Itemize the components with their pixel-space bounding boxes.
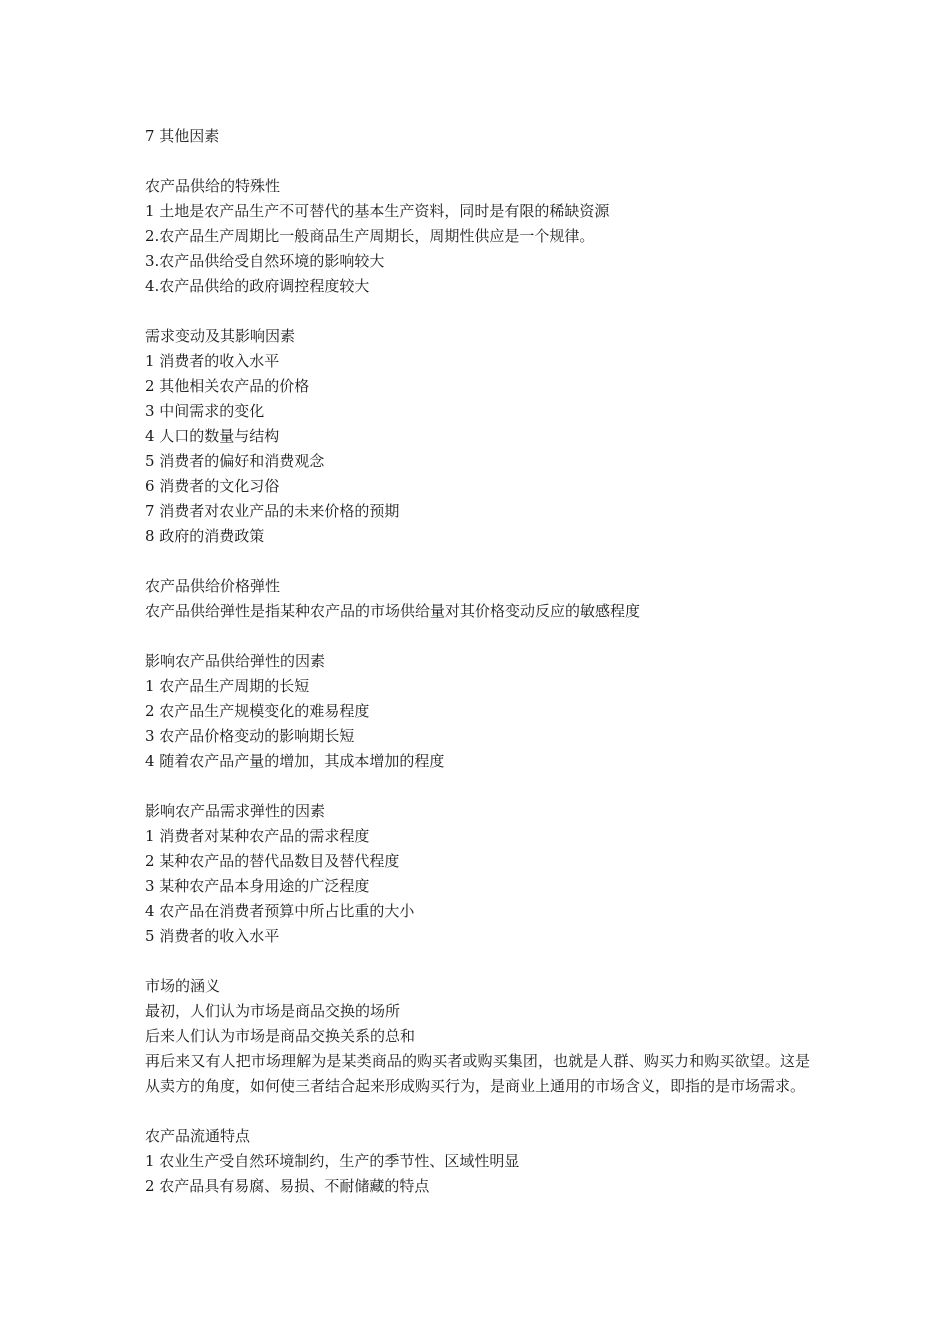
- list-item: 4.农产品供给的政府调控程度较大: [145, 277, 370, 295]
- list-item: 1 消费者的收入水平: [145, 352, 280, 370]
- spacer: [145, 774, 810, 799]
- list-item: 3 某种农产品本身用途的广泛程度: [145, 877, 370, 895]
- list-item: 2.农产品生产周期比一般商品生产周期长，周期性供应是一个规律。: [145, 227, 595, 245]
- list-item: 2 农产品生产规模变化的难易程度: [145, 702, 370, 720]
- list-item: 6 消费者的文化习俗: [145, 477, 280, 495]
- list-item: 1 土地是农产品生产不可替代的基本生产资料，同时是有限的稀缺资源: [145, 202, 610, 220]
- list-item: 4 随着农产品产量的增加，其成本增加的程度: [145, 752, 445, 770]
- section-heading: 农产品供给的特殊性: [145, 177, 281, 195]
- list-item: 2 农产品具有易腐、易损、不耐储藏的特点: [145, 1177, 430, 1195]
- section-supply-special: [145, 174, 810, 299]
- text-line: 后来人们认为市场是商品交换关系的总和: [145, 1027, 416, 1045]
- list-item: 4 农产品在消费者预算中所占比重的大小: [145, 902, 415, 920]
- list-item: 8 政府的消费政策: [145, 527, 265, 545]
- text-line: 最初，人们认为市场是商品交换的场所: [145, 1002, 401, 1020]
- section-heading: 需求变动及其影响因素: [145, 327, 296, 345]
- list-item: 4 人口的数量与结构: [145, 427, 280, 445]
- section-heading: 影响农产品供给弹性的因素: [145, 652, 326, 670]
- spacer: [145, 149, 810, 174]
- section-heading: 农产品供给价格弹性: [145, 577, 281, 595]
- section-demand-elasticity-factors: [145, 799, 810, 949]
- section-market-meaning: [145, 974, 810, 1099]
- list-item: 3.农产品供给受自然环境的影响较大: [145, 252, 385, 270]
- top-item: 7 其他因素: [145, 127, 220, 145]
- list-item: 1 消费者对某种农产品的需求程度: [145, 827, 370, 845]
- spacer: [145, 624, 810, 649]
- text-paragraph: 再后来又有人把市场理解为是某类商品的购买者或购买集团，也就是人群、购买力和购买欲望。这是从卖方的角度，如何使三者结合起来形成购买行为，是商业上通用的市场含义，即指的是市场需求。: [145, 1052, 810, 1095]
- section-heading: 农产品流通特点: [145, 1127, 251, 1145]
- list-item: 2 某种农产品的替代品数目及替代程度: [145, 852, 400, 870]
- definition-text: 农产品供给弹性是指某种农产品的市场供给量对其价格变动反应的敏感程度: [145, 602, 641, 620]
- list-item: 7 消费者对农业产品的未来价格的预期: [145, 502, 400, 520]
- section-heading: 影响农产品需求弹性的因素: [145, 802, 326, 820]
- spacer: [145, 549, 810, 574]
- spacer: [145, 299, 810, 324]
- section-demand-change: [145, 324, 810, 549]
- list-item: 1 农业生产受自然环境制约，生产的季节性、区域性明显: [145, 1152, 520, 1170]
- list-item: 1 农产品生产周期的长短: [145, 677, 310, 695]
- list-item: 3 农产品价格变动的影响期长短: [145, 727, 355, 745]
- spacer: [145, 949, 810, 974]
- list-item: 5 消费者的收入水平: [145, 927, 280, 945]
- section-circulation: [145, 1124, 810, 1199]
- section-supply-elasticity: [145, 574, 810, 624]
- spacer: [145, 1099, 810, 1124]
- list-item: 2 其他相关农产品的价格: [145, 377, 310, 395]
- document-page: [145, 124, 810, 1199]
- list-item: 5 消费者的偏好和消费观念: [145, 452, 325, 470]
- section-heading: 市场的涵义: [145, 977, 221, 995]
- section-supply-elasticity-factors: [145, 649, 810, 774]
- list-item: 3 中间需求的变化: [145, 402, 265, 420]
